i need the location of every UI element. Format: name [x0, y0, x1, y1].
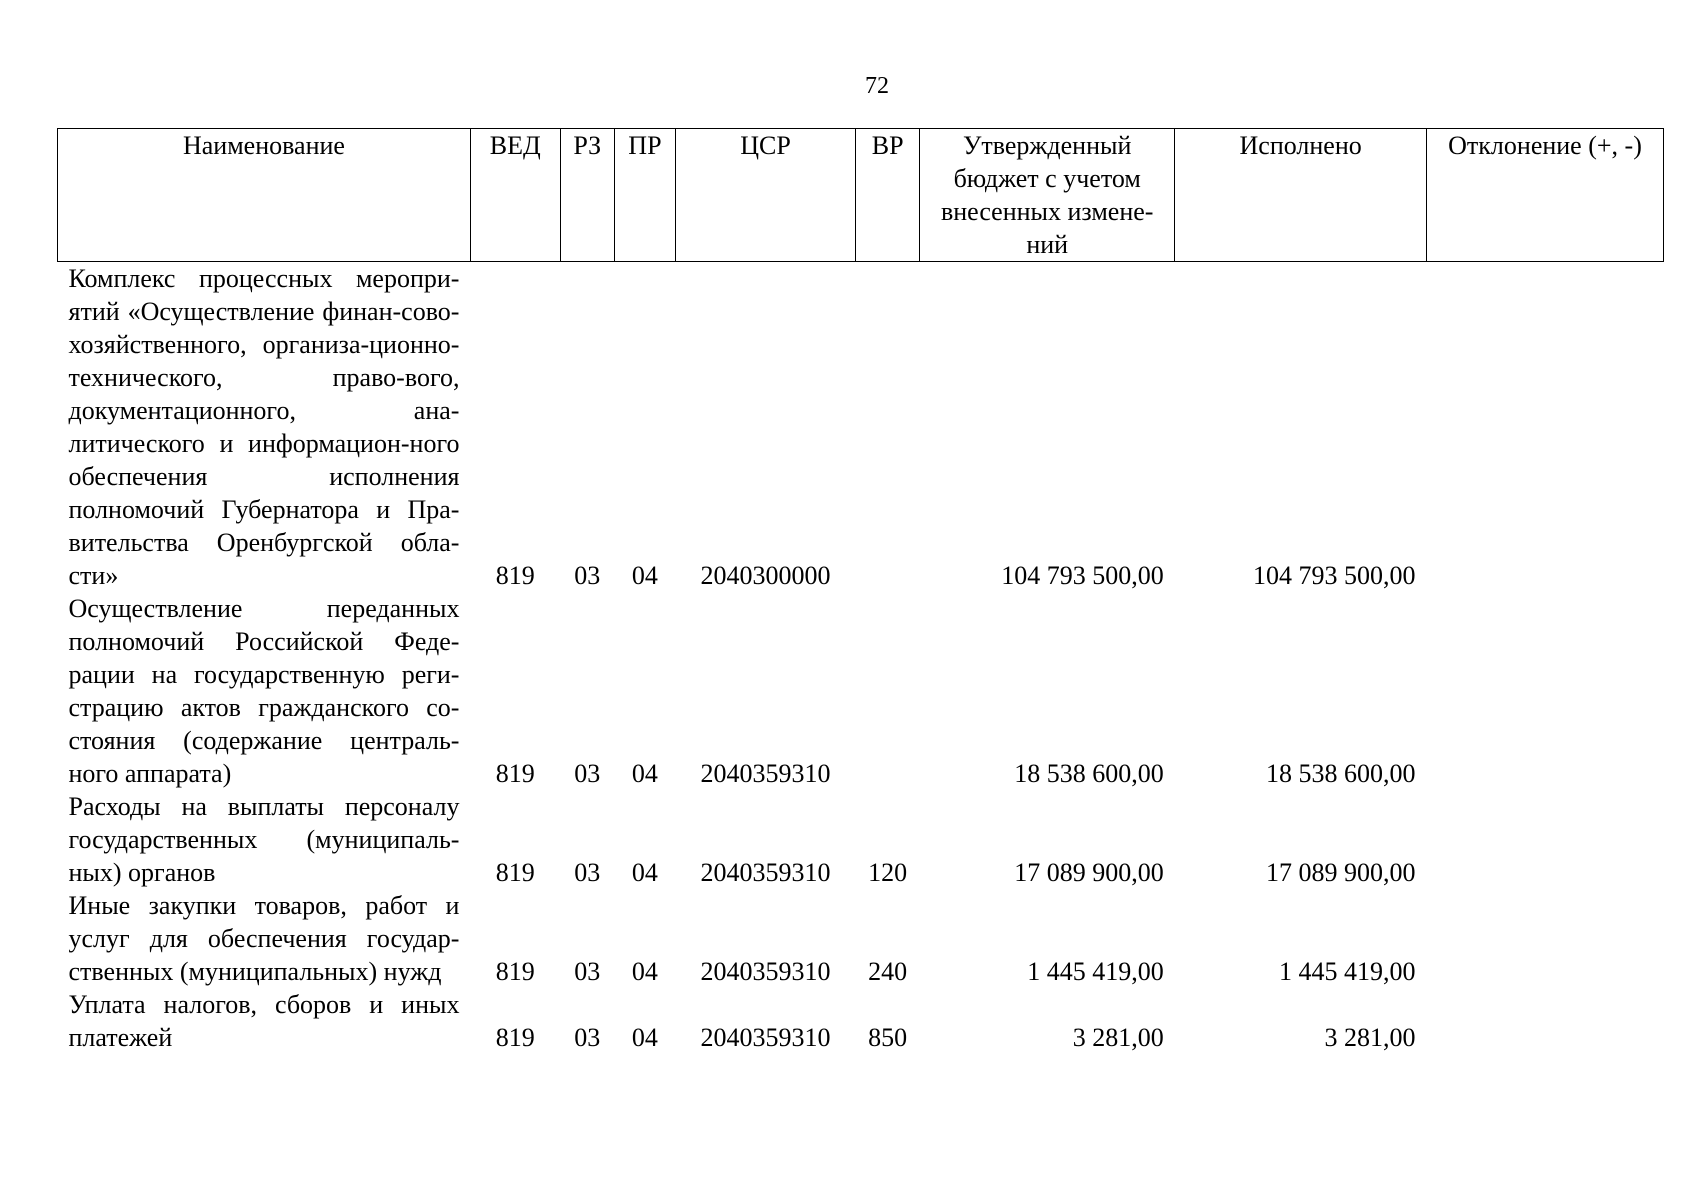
row-ved: 819 [495, 858, 535, 887]
header-row [58, 129, 1664, 262]
row-executed: 17 089 900,00 [1266, 858, 1416, 887]
table-row [58, 592, 1664, 790]
row-name: Комплекс процессных меропри-ятий «Осуществление финан-сово-хозяйственного, организа-ционно-технического, право-вого, документационного, ана-литического и информацион-ного обеспечения исполнения полномочий Губернатора и Пра-вительства Оренбургской обла-сти» [68, 264, 460, 590]
row-ved: 819 [495, 957, 535, 986]
row-executed: 1 445 419,00 [1279, 957, 1416, 986]
row-approved: 3 281,00 [1072, 1023, 1164, 1052]
table-row [58, 988, 1664, 1054]
row-pr: 04 [631, 858, 658, 887]
row-deviation [1427, 889, 1664, 988]
row-vr [856, 592, 920, 790]
page-number: 72 [865, 73, 889, 99]
row-name: Осуществление переданных полномочий Российской Феде-рации на государственную реги-страцию актов гражданского со-стояния (содержание централь-ного аппарата) [68, 594, 460, 788]
row-executed: 3 281,00 [1324, 1023, 1416, 1052]
row-csr: 2040359310 [700, 957, 831, 986]
row-pr: 04 [631, 561, 658, 590]
header-name: Наименование [58, 129, 471, 262]
header-vr: ВР [856, 129, 920, 262]
table-body [58, 262, 1664, 1055]
row-csr: 2040300000 [700, 561, 831, 590]
row-name: Иные закупки товаров, работ и услуг для обеспечения государ-ственных (муниципальных) нужд [68, 891, 460, 986]
row-ved: 819 [495, 1023, 535, 1052]
table-row [58, 262, 1664, 593]
row-ved: 819 [495, 759, 535, 788]
row-vr [856, 262, 920, 593]
row-vr: 850 [868, 1023, 908, 1052]
row-rz: 03 [574, 957, 601, 986]
row-name: Уплата налогов, сборов и иных платежей [68, 990, 460, 1052]
row-deviation [1427, 988, 1664, 1054]
header-csr: ЦСР [675, 129, 855, 262]
row-vr: 240 [868, 957, 908, 986]
header-deviation: Отклонение (+, -) [1427, 129, 1664, 262]
table-row [58, 889, 1664, 988]
row-vr: 120 [868, 858, 908, 887]
row-pr: 04 [631, 1023, 658, 1052]
row-deviation [1427, 790, 1664, 889]
row-deviation [1427, 262, 1664, 593]
header-executed: Исполнено [1175, 129, 1427, 262]
row-pr: 04 [631, 957, 658, 986]
row-approved: 18 538 600,00 [1014, 759, 1164, 788]
row-name: Расходы на выплаты персоналу государственных (муниципаль-ных) органов [68, 792, 460, 887]
row-deviation [1427, 592, 1664, 790]
row-rz: 03 [574, 759, 601, 788]
row-approved: 17 089 900,00 [1014, 858, 1164, 887]
row-csr: 2040359310 [700, 858, 831, 887]
header-approved: Утвержденный бюджет с учетом внесенных измене-ний [920, 129, 1175, 262]
row-csr: 2040359310 [700, 1023, 831, 1052]
row-csr: 2040359310 [700, 759, 831, 788]
row-ved: 819 [495, 561, 535, 590]
row-pr: 04 [631, 759, 658, 788]
table-header [58, 129, 1664, 262]
row-rz: 03 [574, 1023, 601, 1052]
header-pr: ПР [615, 129, 676, 262]
table-row [58, 790, 1664, 889]
row-executed: 18 538 600,00 [1266, 759, 1416, 788]
row-executed: 104 793 500,00 [1253, 561, 1416, 590]
row-rz: 03 [574, 561, 601, 590]
row-approved: 104 793 500,00 [1001, 561, 1164, 590]
header-ved: ВЕД [470, 129, 560, 262]
budget-table [57, 128, 1664, 1054]
row-rz: 03 [574, 858, 601, 887]
row-approved: 1 445 419,00 [1027, 957, 1164, 986]
header-rz: РЗ [560, 129, 614, 262]
